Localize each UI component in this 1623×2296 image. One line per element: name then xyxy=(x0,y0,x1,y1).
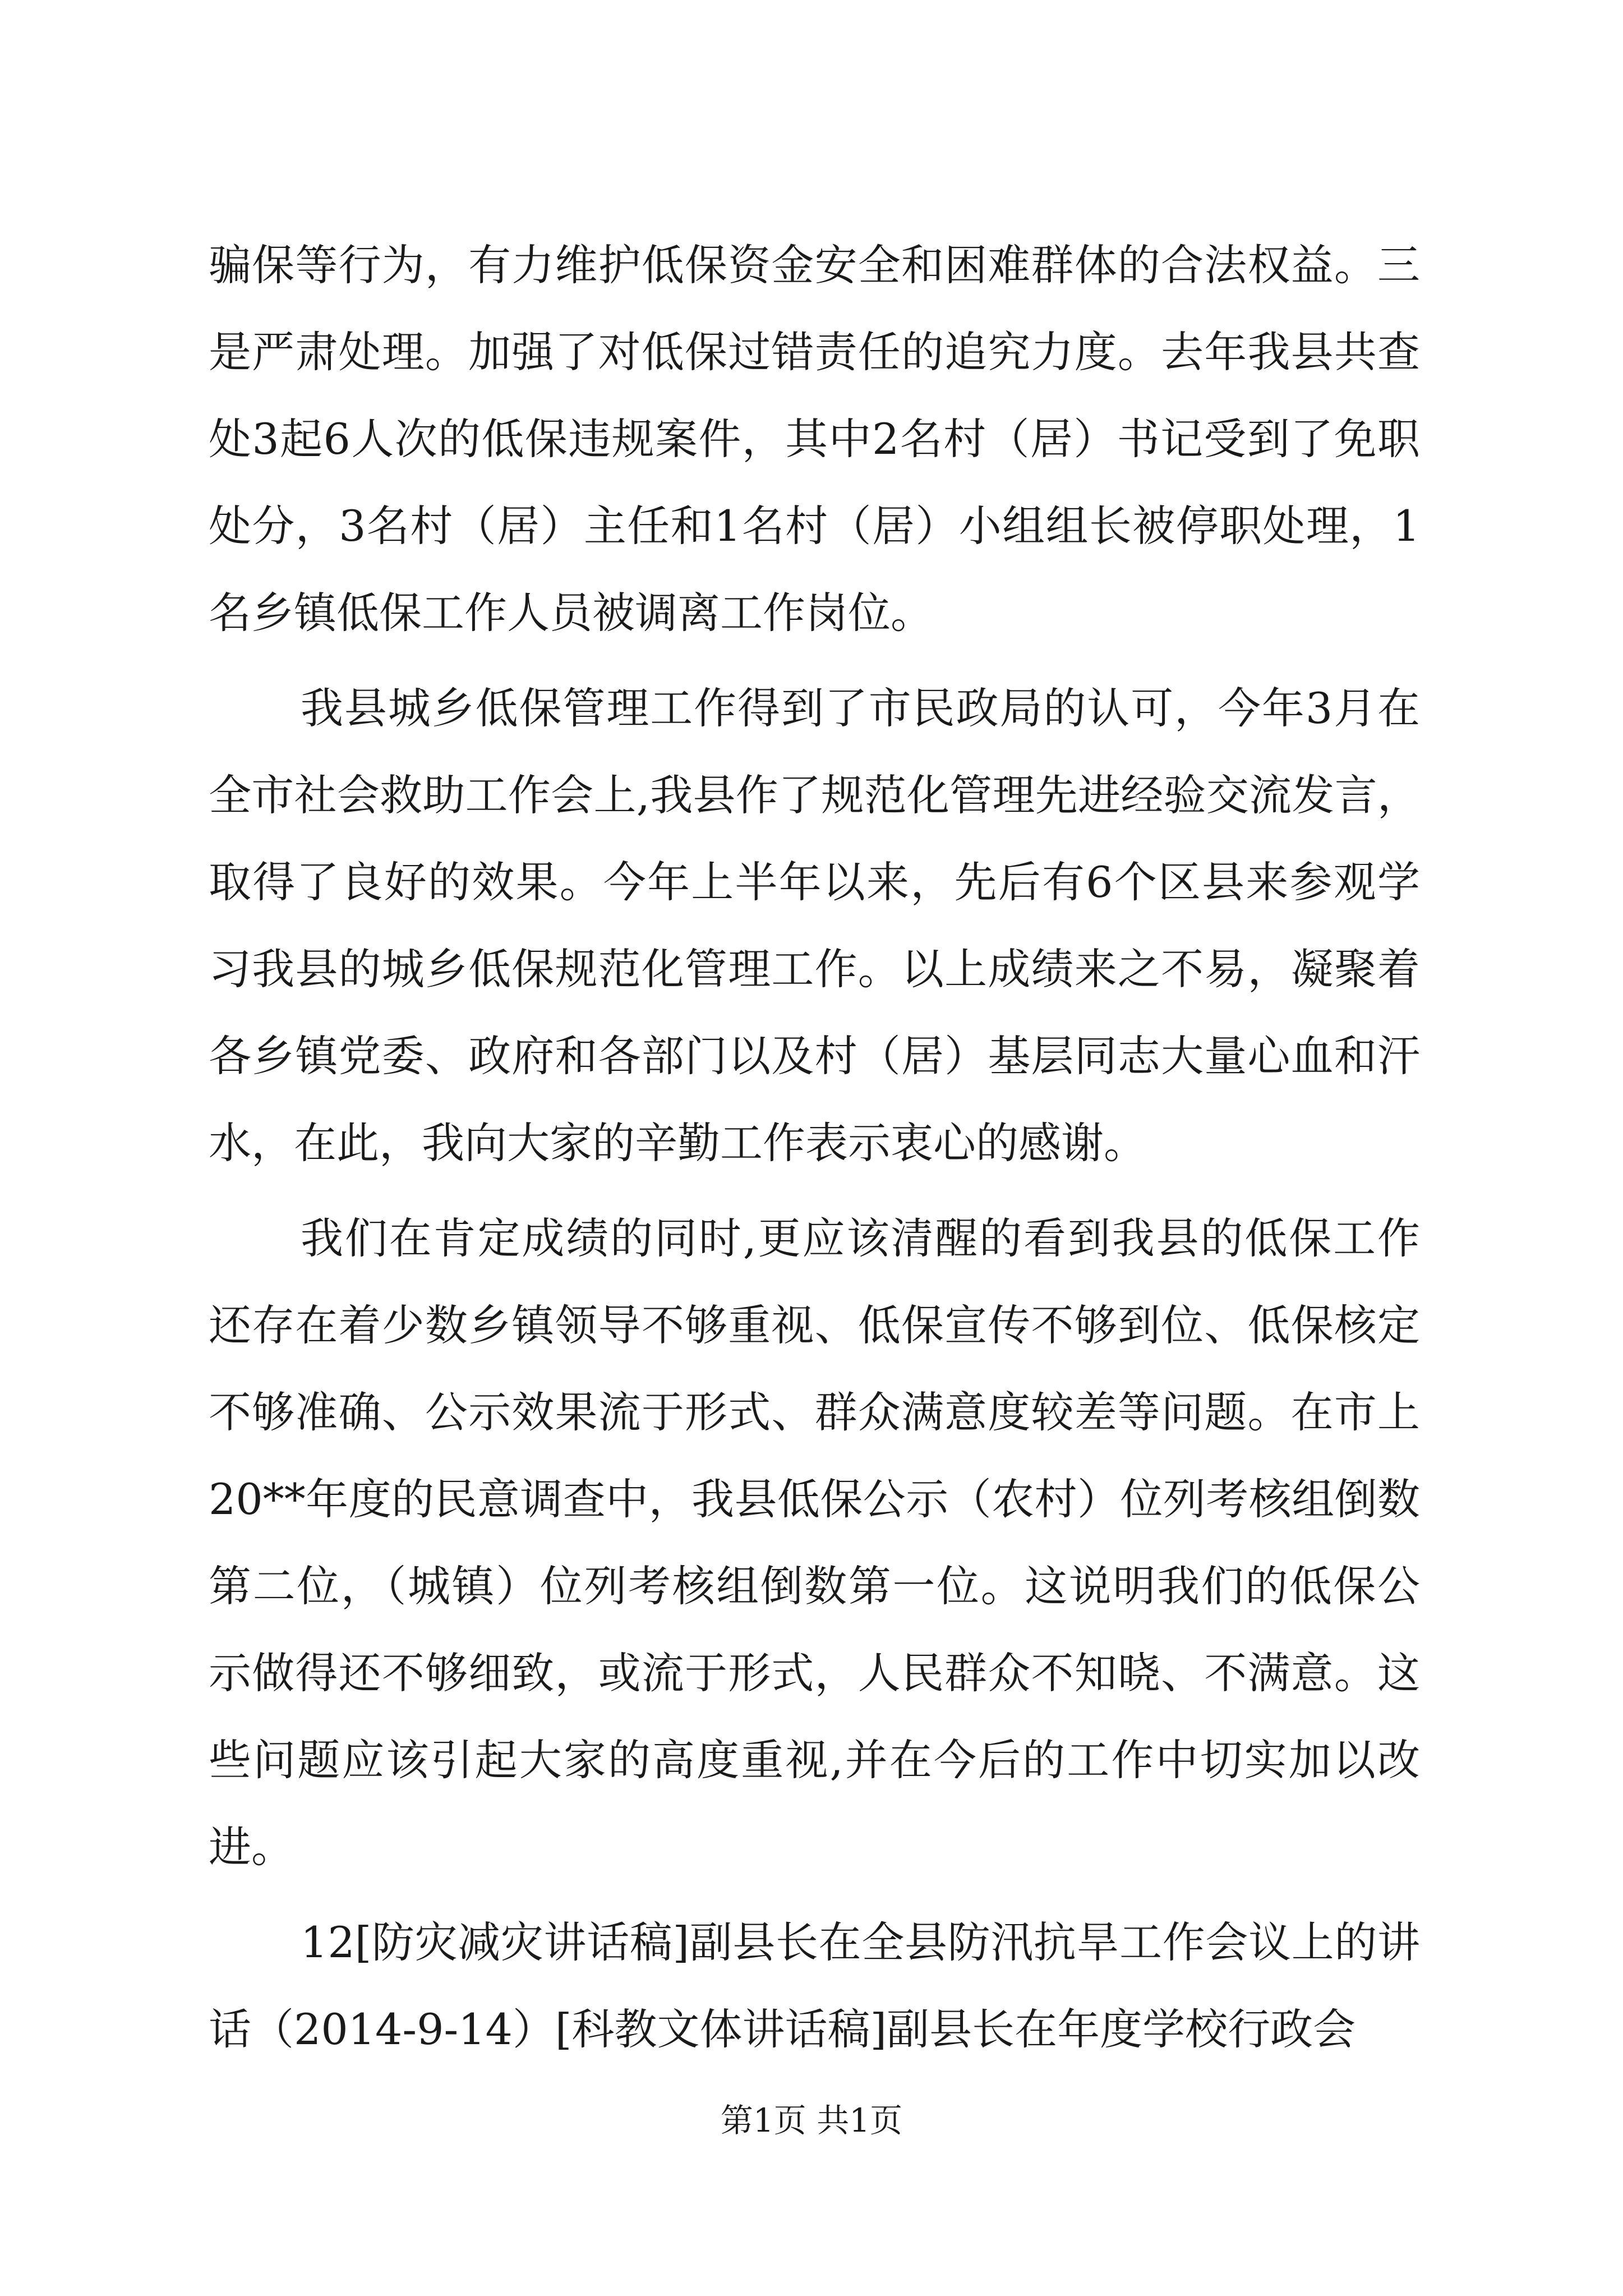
document-body xyxy=(209,222,1420,2081)
page-footer: 第1页 共1页 xyxy=(720,2101,903,2139)
paragraph-problems: 我们在肯定成绩的同时,更应该清醒的看到我县的低保工作还存在着少数乡镇领导不够重视、低保宣传不够到位、低保核定不够准确、公示效果流于形式、群众满意度较差等问题。在市上20**年度的民意调查中，我县低保公示（农村）位列考核组倒数第二位，（城镇）位列考核组倒数第一位。这说明我们的低保公示做得还不够细致，或流于形式，人民群众不知晓、不满意。这些问题应该引起大家的高度重视,并在今后的工作中切实加以改进。 xyxy=(209,1213,1420,1872)
paragraph-related-links: 12[防灾减灾讲话稿]副县长在全县防汛抗旱工作会议上的讲话（2014-9-14）[科教文体讲话稿]副县长在年度学校行政会 xyxy=(209,1917,1420,2054)
paragraph-achievements: 我县城乡低保管理工作得到了市民政局的认可，今年3月在全市社会救助工作会上,我县作了规范化管理先进经验交流发言，取得了良好的效果。今年上半年以来，先后有6个区县来参观学习我县的城乡低保规范化管理工作。以上成绩来之不易，凝聚着各乡镇党委、政府和各部门以及村（居）基层同志大量心血和汗水，在此，我向大家的辛勤工作表示衷心的感谢。 xyxy=(209,683,1420,1168)
paragraph-continuation: 骗保等行为，有力维护低保资金安全和困难群体的合法权益。三是严肃处理。加强了对低保过错责任的追究力度。去年我县共查处3起6人次的低保违规案件，其中2名村（居）书记受到了免职处分，3名村（居）主任和1名村（居）小组组长被停职处理，1名乡镇低保工作人员被调离工作岗位。 xyxy=(209,240,1420,638)
